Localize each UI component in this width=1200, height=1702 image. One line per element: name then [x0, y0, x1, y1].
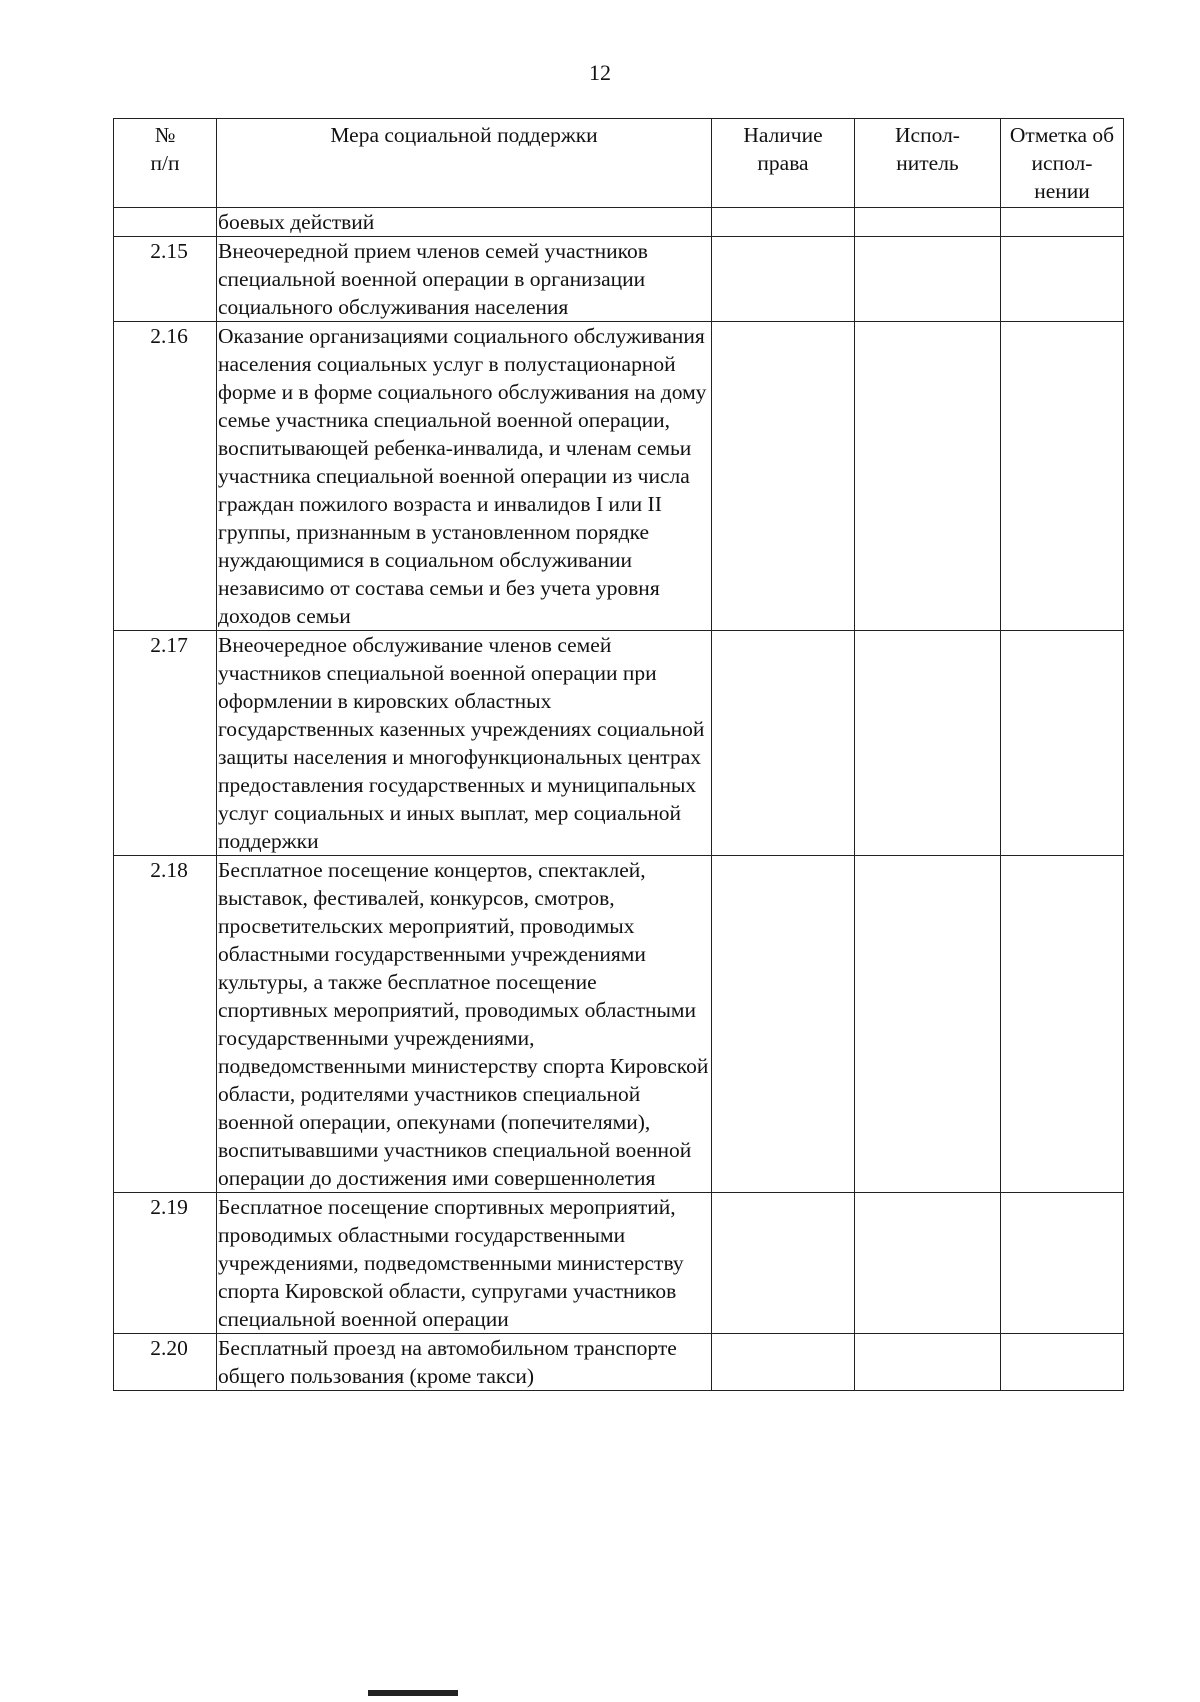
table-row — [114, 322, 1124, 631]
row-number: 2.17 — [114, 631, 217, 856]
row-right-cell — [712, 322, 855, 631]
row-measure: Оказание организациями социального обслуживания населения социальных услуг в полустационарной форме и в форме социального обслуживания на дому семье участника специальной военной операции, воспитывающей ребенка-инвалида, и членам семьи участника специальной военной операции из числа граждан пожилого возраста и инвалидов I или II группы, признанным в установленном порядке нуждающимися в социальном обслуживании независимо от состава семьи и без учета уровня доходов семьи — [217, 322, 712, 631]
page-edge-mark — [368, 1690, 458, 1696]
row-mark-cell — [1001, 1193, 1124, 1334]
row-mark-cell — [1001, 856, 1124, 1193]
row-mark-cell — [1001, 1334, 1124, 1391]
header-num: № п/п — [114, 119, 217, 208]
table-row — [114, 1334, 1124, 1391]
header-mark: Отметка об испол- нении — [1001, 119, 1124, 208]
table-row — [114, 856, 1124, 1193]
table-row — [114, 631, 1124, 856]
page-number: 12 — [589, 60, 611, 85]
row-number: 2.20 — [114, 1334, 217, 1391]
row-measure: Бесплатный проезд на автомобильном транспорте общего пользования (кроме такси) — [217, 1334, 712, 1391]
row-executor-cell — [855, 856, 1001, 1193]
social-support-table — [113, 118, 1124, 1391]
row-mark-cell — [1001, 208, 1124, 237]
header-executor: Испол- нитель — [855, 119, 1001, 208]
row-measure: Бесплатное посещение концертов, спектаклей, выставок, фестивалей, конкурсов, смотров, просветительских мероприятий, проводимых областными государственными учреждениями культуры, а также бесплатное посещение спортивных мероприятий, проводимых областными государственными учреждениями, подведомственными министерству спорта Кировской области, родителями участников специальной военной операции, опекунами (попечителями), воспитывавшими участников специальной военной операции до достижения ими совершеннолетия — [217, 856, 712, 1193]
row-measure: Бесплатное посещение спортивных мероприятий, проводимых областными государственными учреждениями, подведомственными министерству спорта Кировской области, супругами участников специальной военной операции — [217, 1193, 712, 1334]
table-row — [114, 237, 1124, 322]
row-executor-cell — [855, 237, 1001, 322]
table-row — [114, 208, 1124, 237]
row-right-cell — [712, 208, 855, 237]
row-right-cell — [712, 1334, 855, 1391]
row-number: 2.16 — [114, 322, 217, 631]
row-executor-cell — [855, 322, 1001, 631]
table-row — [114, 1193, 1124, 1334]
row-right-cell — [712, 237, 855, 322]
row-right-cell — [712, 631, 855, 856]
row-executor-cell — [855, 208, 1001, 237]
row-measure: Внеочередное обслуживание членов семей участников специальной военной операции при оформлении в кировских областных государственных казенных учреждениях социальной защиты населения и многофункциональных центрах предоставления государственных и муниципальных услуг социальных и иных выплат, мер социальной поддержки — [217, 631, 712, 856]
row-number: 2.15 — [114, 237, 217, 322]
row-number: 2.18 — [114, 856, 217, 1193]
row-right-cell — [712, 1193, 855, 1334]
row-number — [114, 208, 217, 237]
row-right-cell — [712, 856, 855, 1193]
row-measure: боевых действий — [217, 208, 712, 237]
row-mark-cell — [1001, 237, 1124, 322]
row-measure: Внеочередной прием членов семей участников специальной военной операции в организации социального обслуживания населения — [217, 237, 712, 322]
row-executor-cell — [855, 631, 1001, 856]
row-mark-cell — [1001, 631, 1124, 856]
row-mark-cell — [1001, 322, 1124, 631]
header-right: Наличие права — [712, 119, 855, 208]
row-number: 2.19 — [114, 1193, 217, 1334]
row-executor-cell — [855, 1334, 1001, 1391]
header-measure: Мера социальной поддержки — [217, 119, 712, 208]
table-header-row — [114, 119, 1124, 208]
row-executor-cell — [855, 1193, 1001, 1334]
